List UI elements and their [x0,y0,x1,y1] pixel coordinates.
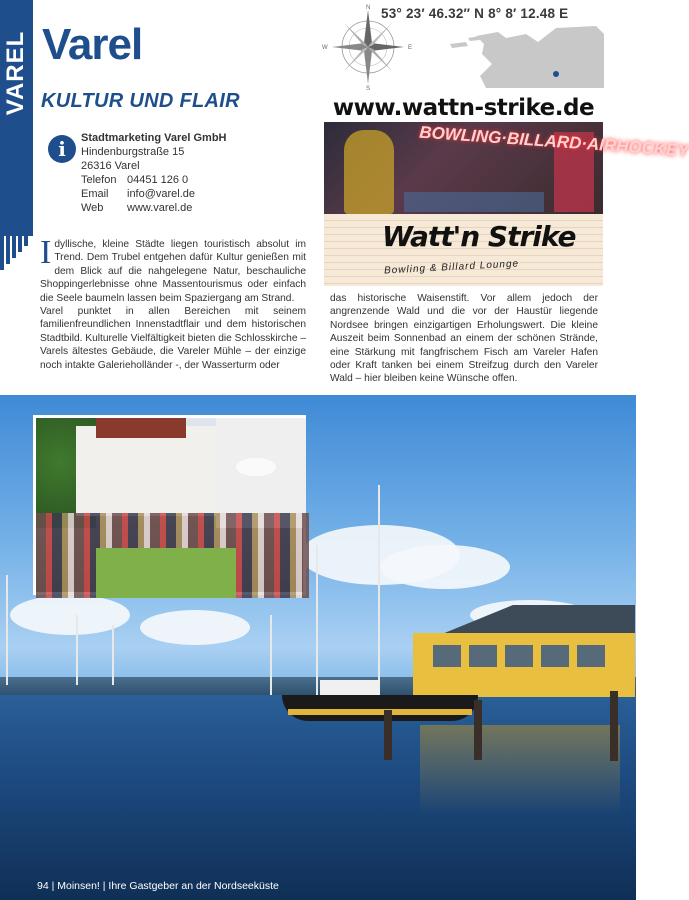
svg-text:N: N [366,5,371,11]
ad-photo [324,122,689,214]
side-label: VAREL [2,30,29,116]
ad-logo: Watt'n Strike [382,220,576,253]
contact-block [81,131,227,215]
svg-text:E: E [408,45,413,51]
coordinates: 53° 23′ 46.32″ N 8° 8′ 12.48 E [381,6,569,21]
market-photo [33,415,306,595]
ad-url[interactable]: www.wattn-strike.de [324,94,603,122]
ad-neon-sign: BOWLING·BILLARD·AIRHOCKEY [418,122,689,161]
article-paragraph-2: Varel punktet in allen Bereichen mit seinem familienfreundlichen Innenstadtflair und dem historischen Stadtbild. Kulturelle Vielfältigkeit bieten die Schlosskirche – Varels ältestes Gebäude, die Vareler Mühle – der einzige noch intakte Galerieholländer -, der Wasserturm oder [40,306,306,371]
dropcap: I [40,234,52,271]
svg-text:S: S [366,86,371,92]
page-footer: 94 | Moinsen! | Ihre Gastgeber an der Nordseeküste [37,880,279,892]
article-column-2: das historische Waisenstift. Vor allem jedoch der angrenzende Wald und die vor der Haustür liegende Nordsee bringen einzigartigen Erholungswert. Die kleine Auszeit beim Sonnenbad an einem der schönen Strände, eine Stärkung mit fangfrischem Fisch am Vareler Hafen oder Kraft tanken bei einem Streifzug durch den Vareler Wald – hier bleiben keine Wünsche offen. [330,293,598,385]
article-paragraph-1: dyllische, kleine Städte liegen touristisch absolut im Trend. Dem Trubel entgehen dafür Kultur genießen mit dem Blick auf die nahgelegene Natur, beschauliche Shoppingerlebnisse ohne Massentourismus oder einfach die Seele baumeln lassen beim Spaziergang am Strand. [40,239,306,304]
contact-org: Stadtmarketing Varel GmbH [81,132,227,144]
ad-wattn-strike[interactable] [324,94,689,286]
page-subtitle: KULTUR UND FLAIR [41,90,240,112]
contact-row-email[interactable]: Email info@varel.de [81,188,196,200]
band-stripes [0,236,33,270]
region-map-icon [446,24,604,88]
contact-city: 26316 Varel [81,160,140,172]
svg-text:W: W [322,45,328,51]
article-column-1 [40,234,306,372]
ad-tagline: Bowling & Billard Lounge [383,258,520,277]
contact-street: Hindenburgstraße 15 [81,146,185,158]
contact-row-phone: Telefon 04451 126 0 [81,174,189,186]
page-title: Varel [42,20,143,69]
info-icon: i [48,135,76,163]
contact-row-web[interactable]: Web www.varel.de [81,202,193,214]
